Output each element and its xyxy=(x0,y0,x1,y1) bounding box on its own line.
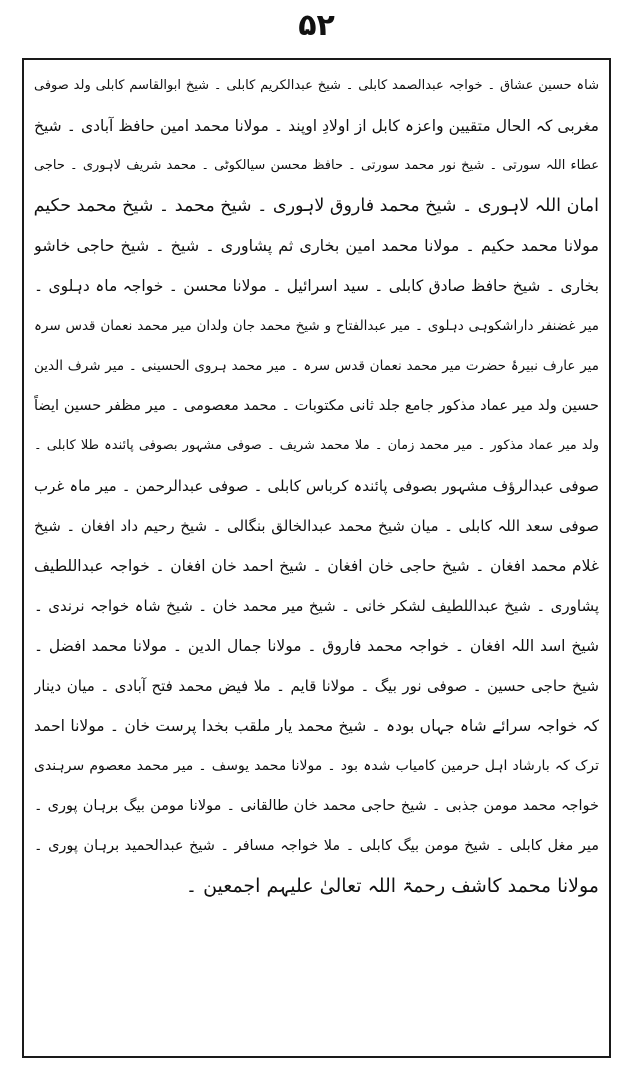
text-line: مولانا محمد حکیم ۔ مولانا محمد امین بخاری ثم پشاوری ۔ شیخ ۔ شیخ حاجی خاشو xyxy=(34,236,599,255)
text-line: شاہ حسین عشاق ۔ خواجہ عبدالصمد کابلی ۔ شیخ عبدالکریم کابلی ۔ شیخ ابوالقاسم کابلی ولد صوفی xyxy=(34,78,599,93)
text-line: صوفی سعد اللہ کابلی ۔ میان شیخ محمد عبدالخالق بنگالی ۔ شیخ رحیم داد افغان ۔ شیخ xyxy=(34,517,599,535)
text-line: ولد میر عماد مذکور ۔ میر محمد زمان ۔ ملا محمد شریف ۔ صوفی مشہور بصوفی پائندہ طلا کابلی ۔ xyxy=(34,438,599,453)
text-line: صوفی عبدالرؤف مشہور بصوفی پائندہ کرباس کابلی ۔ صوفی عبدالرحمن ۔ میر ماہ غرب xyxy=(34,477,599,495)
text-line: میر غضنفر داراشکوہی دہلوی ۔ میر عبدالفتاح و شیخ محمد جان ولدان میر محمد نعمان قدس سرہ xyxy=(34,318,599,334)
text-line: کہ خواجہ سرائے شاہ جہاں بودہ ۔ شیخ محمد یار ملقب بخدا پرست خان ۔ مولانا احمد xyxy=(34,717,599,735)
text-line: شیخ اسد اللہ افغان ۔ خواجہ محمد فاروق ۔ مولانا جمال الدین ۔ مولانا محمد افضل ۔ xyxy=(34,637,599,655)
text-line: شیخ حاجی حسین ۔ صوفی نور بیگ ۔ مولانا قایم ۔ ملا فیض محمد فتح آبادی ۔ میان دینار xyxy=(34,677,599,695)
text-line: امان اللہ لاہوری ۔ شیخ محمد فاروق لاہوری ۔ شیخ محمد ۔ شیخ محمد حکیم xyxy=(34,196,599,216)
text-body xyxy=(34,66,599,906)
text-line: خواجہ محمد مومن جذبی ۔ شیخ حاجی محمد خان طالقانی ۔ مولانا مومن بیگ برہان پوری ۔ xyxy=(34,798,599,814)
text-line: میر عارف نبیرۂ حضرت میر محمد نعمان قدس سرہ ۔ میر محمد ہروی الحسینی ۔ میر شرف الدین xyxy=(34,358,599,374)
page-number: ۵۲ xyxy=(298,8,335,43)
text-line: پشاوری ۔ شیخ عبداللطیف لشکر خانی ۔ شیخ میر محمد خان ۔ شیخ شاہ خواجہ نرندی ۔ xyxy=(34,597,599,615)
text-line: بخاری ۔ شیخ حافظ صادق کابلی ۔ سید اسرائیل ۔ مولانا محسن ۔ خواجہ ماہ دہلوی ۔ xyxy=(34,277,599,295)
text-line: غلام محمد افغان ۔ شیخ حاجی خان افغان ۔ شیخ احمد خان افغان ۔ خواجہ عبداللطیف xyxy=(34,557,599,575)
text-line: عطاء اللہ سورتی ۔ شیخ نور محمد سورتی ۔ حافظ محسن سیالکوٹی ۔ محمد شریف لاہوری ۔ حاجی xyxy=(34,158,599,173)
text-line: ترک کہ بارشاد اہل حرمین کامیاب شدہ بود ۔ مولانا محمد یوسف ۔ میر محمد معصوم سرہندی xyxy=(34,758,599,774)
text-line: میر مغل کابلی ۔ شیخ مومن بیگ کابلی ۔ ملا خواجہ مسافر ۔ شیخ عبدالحمید برہان پوری ۔ xyxy=(34,838,599,854)
text-line: حسین ولد میر عماد مذکور جامع جلد ثانی مکتوبات ۔ محمد معصومی ۔ میر مظفر حسین ایضاً xyxy=(34,398,599,414)
text-line: مغربی کہ الحال متقیین واعزہ کابل از اولادِ اوپند ۔ مولانا محمد امین حافظ آبادی ۔ شیخ xyxy=(34,117,599,135)
text-frame xyxy=(22,58,611,1058)
text-line: مولانا محمد کاشف رحمۃ اللہ تعالیٰ علیہم اجمعین ۔ xyxy=(185,875,599,897)
